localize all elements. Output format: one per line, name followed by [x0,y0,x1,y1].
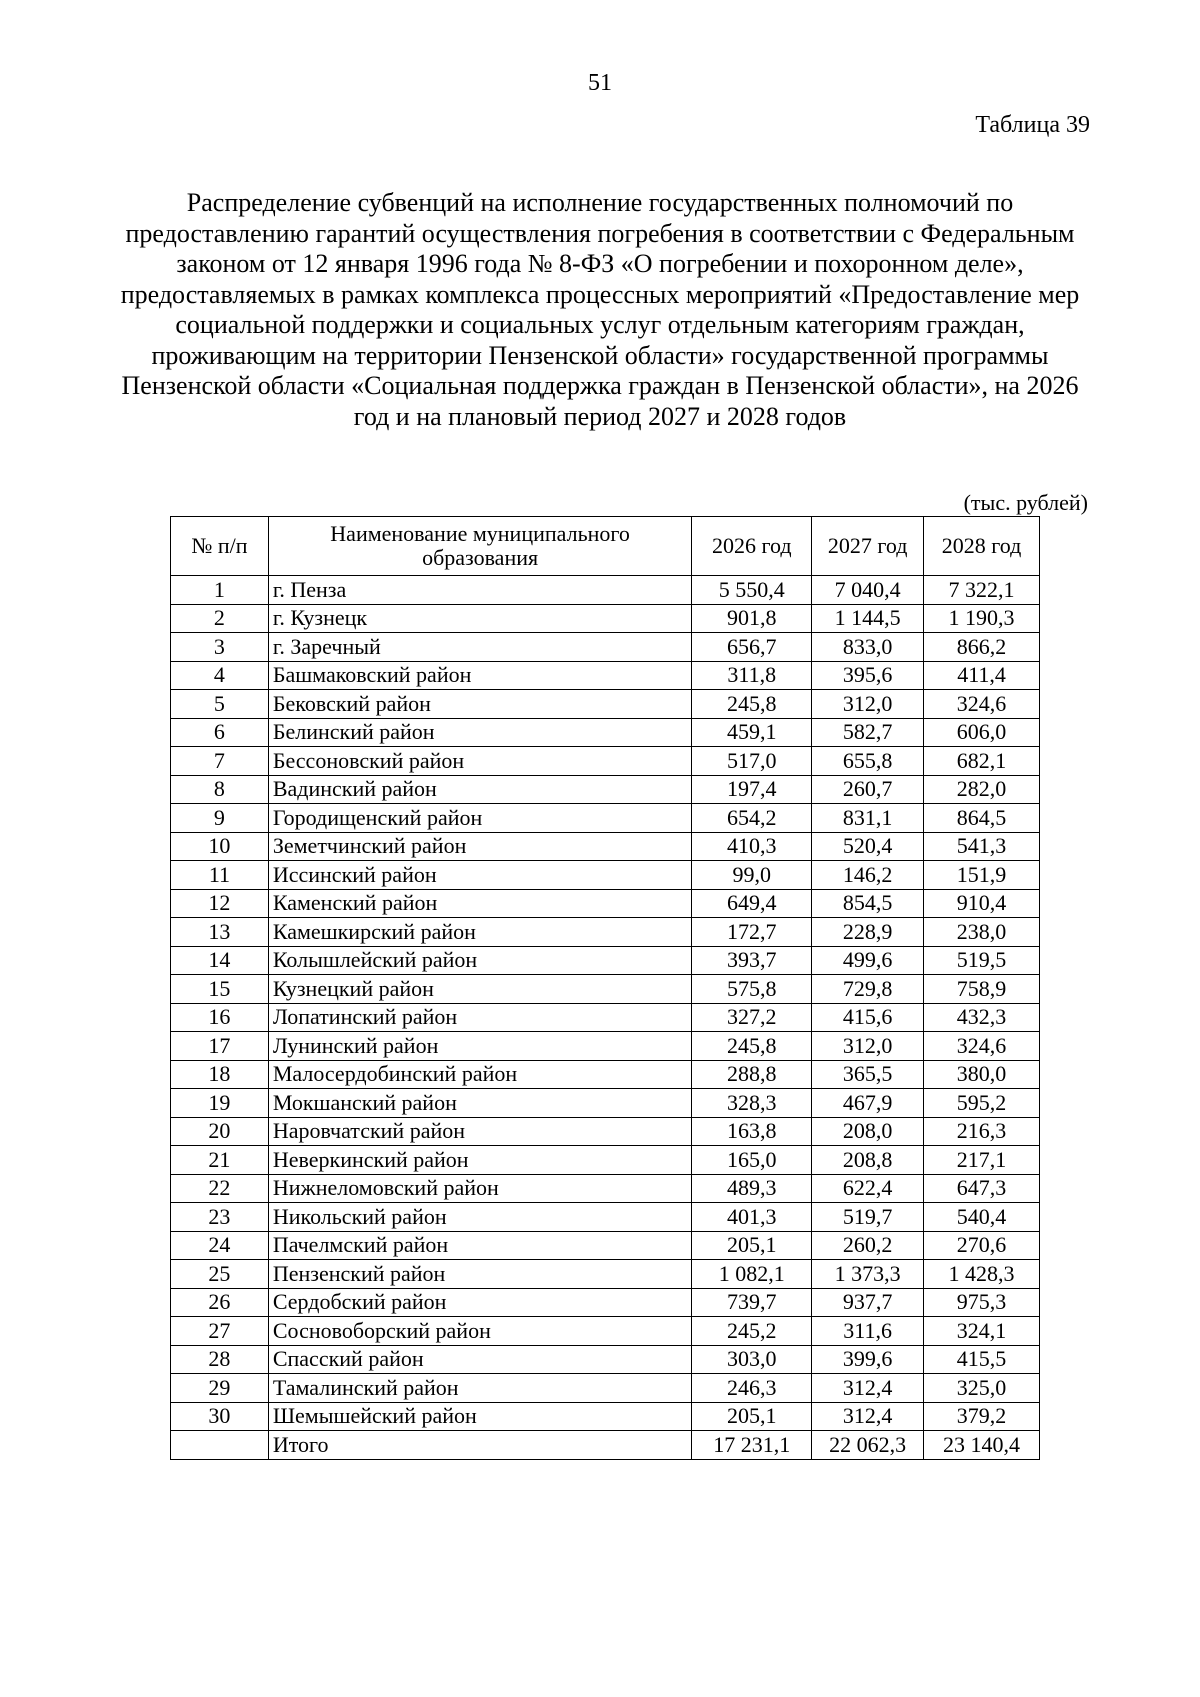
municipality-name: Наровчатский район [268,1117,692,1146]
value-2026: 393,7 [692,946,812,975]
value-2028: 432,3 [924,1003,1040,1032]
municipality-name: Спасский район [268,1345,692,1374]
value-2026: 245,2 [692,1317,812,1346]
municipality-name: Городищенский район [268,804,692,833]
table-row [171,775,1040,804]
table-row [171,747,1040,776]
value-2028: 540,4 [924,1203,1040,1232]
value-2026: 246,3 [692,1374,812,1403]
value-2028: 647,3 [924,1174,1040,1203]
row-number: 3 [171,633,269,662]
table-row [171,946,1040,975]
row-number: 29 [171,1374,269,1403]
value-2026: 303,0 [692,1345,812,1374]
value-2028: 864,5 [924,804,1040,833]
value-2026: 575,8 [692,975,812,1004]
table-row [171,661,1040,690]
table-row [171,861,1040,890]
value-2027: 1 373,3 [812,1260,924,1289]
row-number: 6 [171,718,269,747]
table-row [171,889,1040,918]
row-number: 17 [171,1032,269,1061]
value-2026: 17 231,1 [692,1431,812,1460]
row-number: 11 [171,861,269,890]
value-2027: 312,0 [812,690,924,719]
municipality-name: Лунинский район [268,1032,692,1061]
value-2027: 312,4 [812,1402,924,1431]
municipality-name: Бессоновский район [268,747,692,776]
municipality-name: Лопатинский район [268,1003,692,1032]
value-2028: 7 322,1 [924,576,1040,605]
table-row [171,804,1040,833]
municipality-name: Вадинский район [268,775,692,804]
row-number [171,1431,269,1460]
value-2028: 606,0 [924,718,1040,747]
value-2026: 517,0 [692,747,812,776]
row-number: 19 [171,1089,269,1118]
value-2027: 228,9 [812,918,924,947]
value-2026: 410,3 [692,832,812,861]
table-body [171,576,1040,1460]
value-2027: 22 062,3 [812,1431,924,1460]
municipality-name: Шемышейский район [268,1402,692,1431]
municipality-name: Колышлейский район [268,946,692,975]
value-2028: 595,2 [924,1089,1040,1118]
table-row [171,604,1040,633]
table-row [171,576,1040,605]
table-row [171,1260,1040,1289]
subvention-table [170,516,1040,1460]
table-row [171,918,1040,947]
municipality-name: Каменский район [268,889,692,918]
value-2027: 311,6 [812,1317,924,1346]
table-row [171,1374,1040,1403]
table-row [171,1231,1040,1260]
value-2027: 655,8 [812,747,924,776]
municipality-name: Пензенский район [268,1260,692,1289]
value-2027: 582,7 [812,718,924,747]
value-2027: 499,6 [812,946,924,975]
value-2027: 833,0 [812,633,924,662]
value-2028: 380,0 [924,1060,1040,1089]
row-number: 18 [171,1060,269,1089]
municipality-name: Малосердобинский район [268,1060,692,1089]
municipality-name: Сосновоборский район [268,1317,692,1346]
municipality-name: Белинский район [268,718,692,747]
row-number: 21 [171,1146,269,1175]
value-2027: 415,6 [812,1003,924,1032]
value-2027: 260,2 [812,1231,924,1260]
value-2026: 197,4 [692,775,812,804]
value-2028: 519,5 [924,946,1040,975]
value-2027: 260,7 [812,775,924,804]
value-2028: 217,1 [924,1146,1040,1175]
value-2028: 23 140,4 [924,1431,1040,1460]
row-number: 28 [171,1345,269,1374]
value-2026: 459,1 [692,718,812,747]
municipality-name: Земетчинский район [268,832,692,861]
value-2027: 146,2 [812,861,924,890]
value-2027: 1 144,5 [812,604,924,633]
table-row [171,633,1040,662]
row-number: 16 [171,1003,269,1032]
value-2026: 288,8 [692,1060,812,1089]
value-2028: 379,2 [924,1402,1040,1431]
row-number: 26 [171,1288,269,1317]
value-2027: 399,6 [812,1345,924,1374]
row-number: 13 [171,918,269,947]
municipality-name: Пачелмский район [268,1231,692,1260]
value-2027: 729,8 [812,975,924,1004]
municipality-name: Иссинский район [268,861,692,890]
value-2026: 489,3 [692,1174,812,1203]
municipality-name: г. Пенза [268,576,692,605]
row-number: 30 [171,1402,269,1431]
value-2026: 205,1 [692,1402,812,1431]
value-2027: 7 040,4 [812,576,924,605]
municipality-name: Башмаковский район [268,661,692,690]
header-2028: 2028 год [924,517,1040,576]
value-2027: 208,8 [812,1146,924,1175]
row-number: 22 [171,1174,269,1203]
value-2026: 328,3 [692,1089,812,1118]
value-2026: 739,7 [692,1288,812,1317]
value-2028: 270,6 [924,1231,1040,1260]
value-2026: 311,8 [692,661,812,690]
municipality-name: Сердобский район [268,1288,692,1317]
value-2027: 854,5 [812,889,924,918]
table-row [171,1402,1040,1431]
value-2027: 312,0 [812,1032,924,1061]
page-number: 51 [588,70,612,96]
value-2026: 649,4 [692,889,812,918]
table-row [171,1345,1040,1374]
value-2026: 656,7 [692,633,812,662]
municipality-name: Кузнецкий район [268,975,692,1004]
municipality-name: Мокшанский район [268,1089,692,1118]
value-2026: 901,8 [692,604,812,633]
municipality-name: Неверкинский район [268,1146,692,1175]
value-2026: 245,8 [692,690,812,719]
row-number: 20 [171,1117,269,1146]
row-number: 1 [171,576,269,605]
table-row [171,1288,1040,1317]
table-label: Таблица 39 [975,112,1090,138]
value-2026: 245,8 [692,1032,812,1061]
value-2026: 1 082,1 [692,1260,812,1289]
municipality-name: Нижнеломовский район [268,1174,692,1203]
value-2027: 312,4 [812,1374,924,1403]
value-2027: 831,1 [812,804,924,833]
value-2026: 163,8 [692,1117,812,1146]
document-title: Распределение субвенций на исполнение государственных полномочий по предоставлению гарантий осуществления погребения в соответствии с Федеральным законом от 12 января 1996 года № 8-ФЗ «О погребении и похоронном деле», предоставляемых в рамках комплекса процессных мероприятий «Предоставление мер социальной поддержки и социальных услуг отдельным категориям граждан, проживающим на территории Пензенской области» государственной программы Пензенской области «Социальная поддержка граждан в Пензенской области», на 2026 год и на плановый период 2027 и 2028 годов [120,188,1080,431]
municipality-name: Бековский район [268,690,692,719]
value-2028: 758,9 [924,975,1040,1004]
table-row [171,832,1040,861]
header-name: Наименование муниципального образования [268,517,692,576]
value-2026: 5 550,4 [692,576,812,605]
value-2028: 541,3 [924,832,1040,861]
municipality-name: г. Заречный [268,633,692,662]
municipality-name: Итого [268,1431,692,1460]
value-2027: 937,7 [812,1288,924,1317]
value-2028: 682,1 [924,747,1040,776]
row-number: 25 [171,1260,269,1289]
table-header-row [171,517,1040,576]
value-2027: 622,4 [812,1174,924,1203]
value-2026: 172,7 [692,918,812,947]
value-2027: 395,6 [812,661,924,690]
value-2028: 910,4 [924,889,1040,918]
value-2026: 654,2 [692,804,812,833]
table-row [171,1174,1040,1203]
value-2028: 975,3 [924,1288,1040,1317]
table-row [171,1003,1040,1032]
table-row [171,1117,1040,1146]
value-2027: 519,7 [812,1203,924,1232]
table-row [171,718,1040,747]
row-number: 4 [171,661,269,690]
header-2027: 2027 год [812,517,924,576]
value-2028: 324,1 [924,1317,1040,1346]
value-2028: 1 428,3 [924,1260,1040,1289]
value-2028: 216,3 [924,1117,1040,1146]
row-number: 15 [171,975,269,1004]
value-2028: 325,0 [924,1374,1040,1403]
value-2026: 165,0 [692,1146,812,1175]
table-row [171,1203,1040,1232]
municipality-name: Никольский район [268,1203,692,1232]
value-2028: 238,0 [924,918,1040,947]
value-2027: 365,5 [812,1060,924,1089]
row-number: 12 [171,889,269,918]
value-2028: 324,6 [924,690,1040,719]
table-row [171,1032,1040,1061]
municipality-name: Тамалинский район [268,1374,692,1403]
value-2027: 208,0 [812,1117,924,1146]
value-2026: 99,0 [692,861,812,890]
table-row [171,1060,1040,1089]
value-2026: 401,3 [692,1203,812,1232]
municipality-name: г. Кузнецк [268,604,692,633]
row-number: 14 [171,946,269,975]
row-number: 9 [171,804,269,833]
value-2026: 205,1 [692,1231,812,1260]
value-2028: 411,4 [924,661,1040,690]
value-2028: 151,9 [924,861,1040,890]
row-number: 5 [171,690,269,719]
value-2027: 467,9 [812,1089,924,1118]
value-2028: 415,5 [924,1345,1040,1374]
table-row [171,1089,1040,1118]
value-2026: 327,2 [692,1003,812,1032]
table-row [171,1431,1040,1460]
table-row [171,1146,1040,1175]
row-number: 24 [171,1231,269,1260]
value-2028: 1 190,3 [924,604,1040,633]
value-2028: 282,0 [924,775,1040,804]
row-number: 10 [171,832,269,861]
value-2028: 866,2 [924,633,1040,662]
row-number: 2 [171,604,269,633]
value-2028: 324,6 [924,1032,1040,1061]
table-row [171,690,1040,719]
row-number: 7 [171,747,269,776]
row-number: 27 [171,1317,269,1346]
row-number: 23 [171,1203,269,1232]
header-2026: 2026 год [692,517,812,576]
table-row [171,1317,1040,1346]
value-2027: 520,4 [812,832,924,861]
table-row [171,975,1040,1004]
header-num: № п/п [171,517,269,576]
municipality-name: Камешкирский район [268,918,692,947]
units-label: (тыс. рублей) [963,490,1088,515]
row-number: 8 [171,775,269,804]
